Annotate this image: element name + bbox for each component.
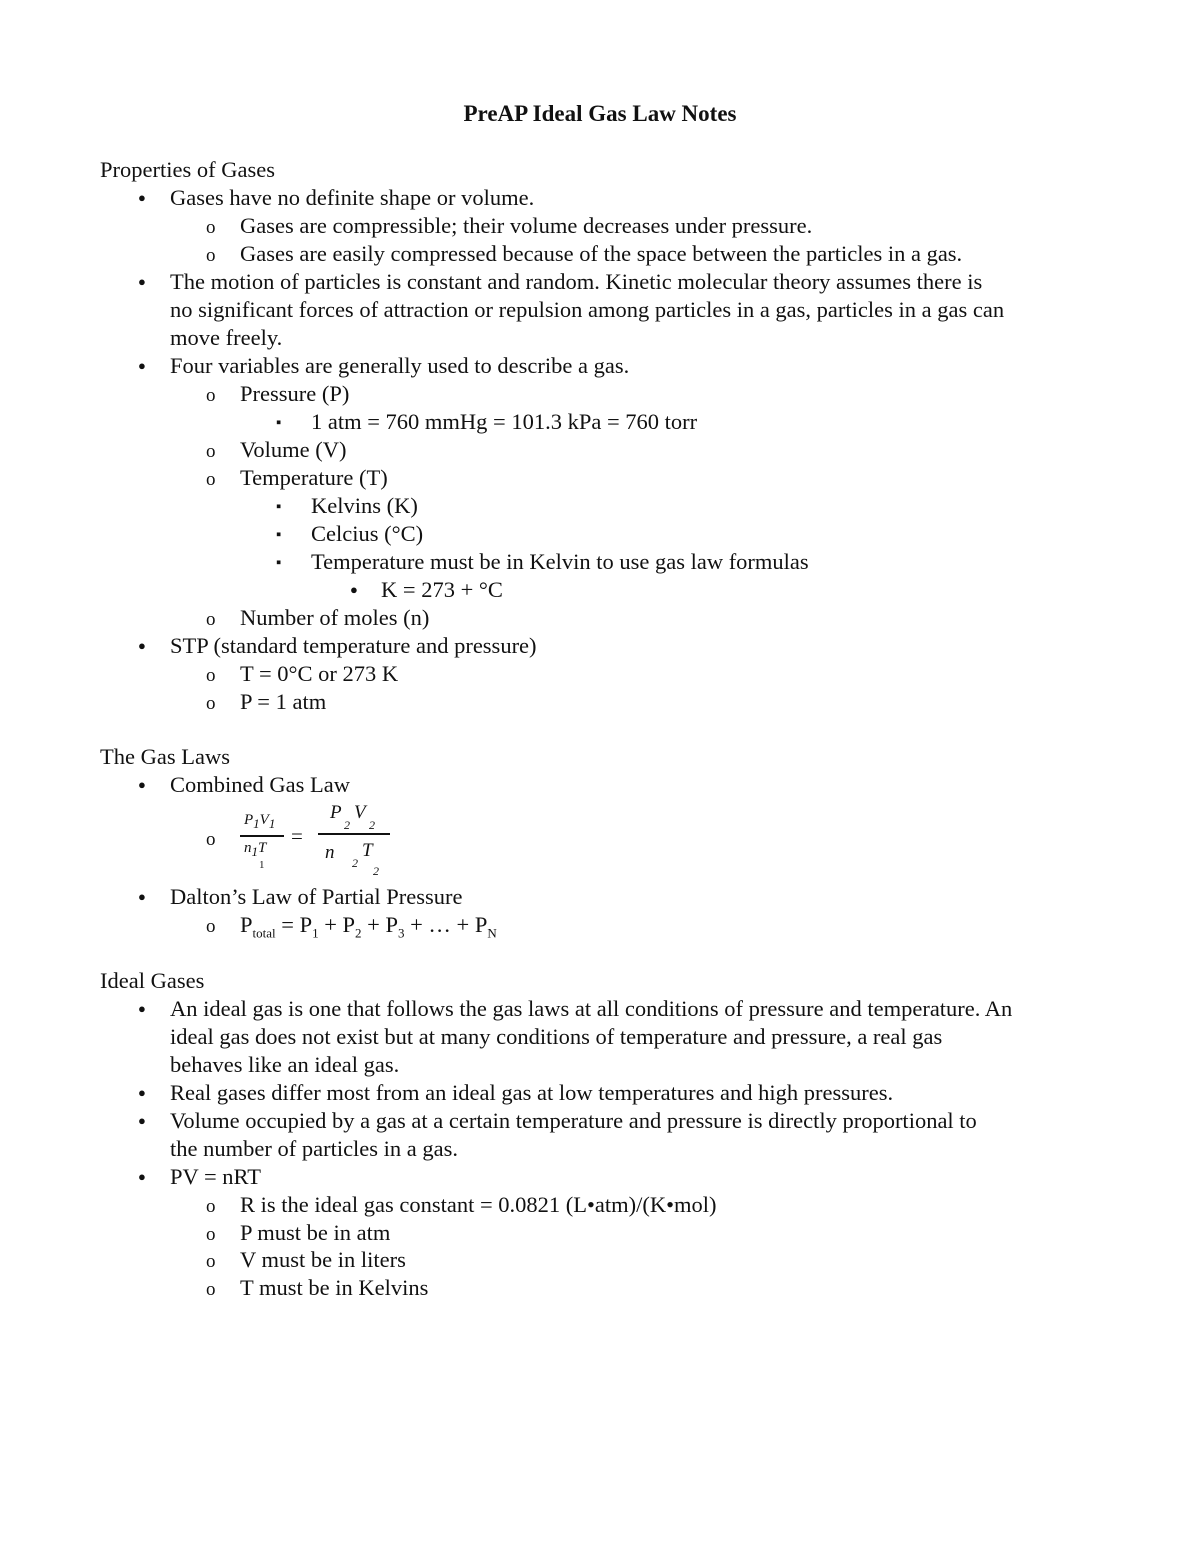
list-item: Real gases differ most from an ideal gas at low temperatures and high pressures.: [170, 1080, 894, 1105]
bullet-marker: [206, 1191, 216, 1221]
list-item: STP (standard temperature and pressure): [170, 633, 537, 658]
list-item: V must be in liters: [240, 1247, 406, 1272]
dalton-equation: $P_{total} = P_1 + P_2 + P_3$ + … + $P_N$: [240, 912, 497, 941]
bullet-marker: [138, 352, 146, 380]
list-item: Temperature must be in Kelvin to use gas law formulas: [311, 549, 809, 574]
bullet-marker: [138, 771, 146, 799]
list-item: Number of moles (n): [240, 605, 430, 630]
bullet-marker: [138, 1107, 146, 1135]
bullet-marker: [276, 492, 281, 521]
list-item: Dalton’s Law of Partial Pressure: [170, 884, 463, 909]
combined-gas-law-equation: $P_1V_1$ $n_1T$ 1 = P 2 V 2 n 2 T 2: [238, 796, 398, 882]
list-item: 1 atm = 760 mmHg = 101.3 kPa = 760 torr: [311, 409, 698, 434]
bullet-marker: [138, 1163, 146, 1191]
bullet-marker: [276, 548, 281, 577]
bullet-marker: [206, 464, 216, 494]
list-item: The motion of particles is constant and random. Kinetic molecular theory assumes there is: [170, 269, 983, 294]
list-item: P = 1 atm: [240, 689, 327, 714]
list-item: Pressure (P): [240, 381, 350, 406]
list-item-continuation: behaves like an ideal gas.: [170, 1052, 400, 1077]
list-item: Gases are easily compressed because of the space between the particles in a gas.: [240, 241, 963, 266]
list-item: Kelvins (K): [311, 493, 418, 518]
bullet-marker: [138, 268, 146, 296]
list-item: Volume occupied by a gas at a certain temperature and pressure is directly proportional to: [170, 1108, 977, 1133]
bullet-marker: [206, 1246, 216, 1276]
list-item: Four variables are generally used to describe a gas.: [170, 353, 630, 378]
section-heading-ideal-gases: Ideal Gases: [100, 968, 205, 993]
section-heading-gas-laws: The Gas Laws: [100, 744, 230, 769]
list-item: An ideal gas is one that follows the gas laws at all conditions of pressure and temperature. An: [170, 996, 1013, 1021]
list-item: Volume (V): [240, 437, 347, 462]
list-item: Gases have no definite shape or volume.: [170, 185, 535, 210]
bullet-marker: [138, 632, 146, 660]
bullet-marker: [206, 911, 216, 941]
bullet-marker: [206, 436, 216, 466]
list-item: K = 273 + °C: [381, 577, 503, 602]
bullet-marker: [206, 1219, 216, 1249]
bullet-marker: [206, 688, 216, 718]
document-title: PreAP Ideal Gas Law Notes: [463, 101, 737, 126]
bullet-marker: [138, 883, 146, 911]
list-item: R is the ideal gas constant = 0.0821 (L•atm)/(K•mol): [240, 1192, 717, 1217]
bullet-marker: [206, 824, 216, 854]
bullet-marker: [350, 576, 358, 604]
bullet-marker: [206, 212, 216, 242]
bullet-marker: [206, 380, 216, 410]
bullet-marker: [138, 184, 146, 212]
bullet-marker: [138, 1079, 146, 1107]
list-item-continuation: no significant forces of attraction or repulsion among particles in a gas, particles in a gas can: [170, 297, 1005, 322]
bullet-marker: [206, 240, 216, 270]
list-item-continuation: the number of particles in a gas.: [170, 1136, 459, 1161]
list-item: T must be in Kelvins: [240, 1275, 429, 1300]
list-item-continuation: move freely.: [170, 325, 283, 350]
list-item: P must be in atm: [240, 1220, 391, 1245]
list-item: T = 0°C or 273 K: [240, 661, 399, 686]
list-item: PV = nRT: [170, 1164, 261, 1189]
list-item: Temperature (T): [240, 465, 388, 490]
section-heading-properties: Properties of Gases: [100, 157, 275, 182]
list-item: Celcius (°C): [311, 521, 424, 546]
bullet-marker: [206, 604, 216, 634]
list-item: Gases are compressible; their volume decreases under pressure.: [240, 213, 813, 238]
bullet-marker: [206, 1274, 216, 1304]
bullet-marker: [138, 995, 146, 1023]
list-item: Combined Gas Law: [170, 772, 350, 797]
bullet-marker: [206, 660, 216, 690]
bullet-marker: [276, 520, 281, 549]
bullet-marker: [276, 408, 281, 437]
list-item-continuation: ideal gas does not exist but at many conditions of temperature and pressure, a real gas: [170, 1024, 943, 1049]
